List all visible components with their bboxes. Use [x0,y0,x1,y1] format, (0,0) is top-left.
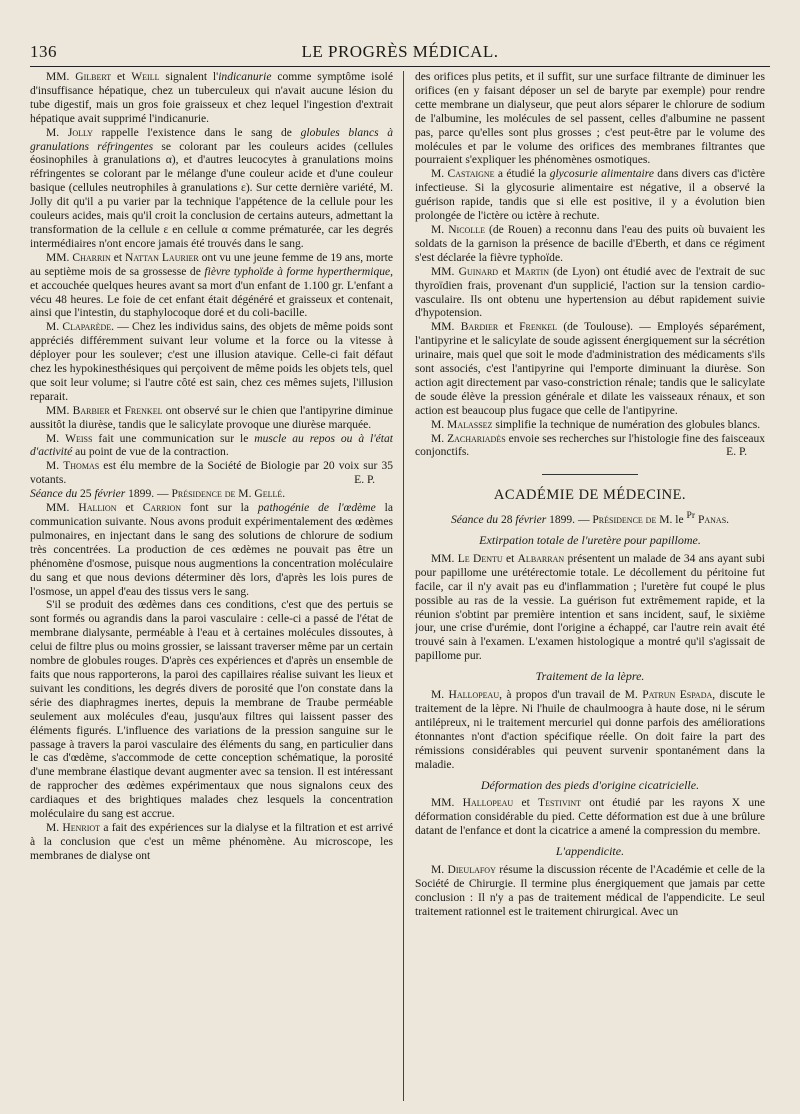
subheading: Déformation des pieds d'origine cicatricielle. [480,777,700,792]
section-rule [542,474,638,475]
paragraph: M. Thomas est élu membre de la Société de Biologie par 20 voix sur 35 votants. E. P. [30,460,393,487]
paragraph: M. Zachariadès envoie ses recherches sur l'histologie fine des faisceaux conjonctifs. E. P. [415,432,765,459]
header-rule [30,66,770,67]
paragraph: M. Dieulafoy résume la discussion récente de l'Académie et celle de la Société de Chirurgie. Il termine plus énergiquement que jamais par cette conclusion : Il n'y a pas de traitement médical de l'appendicite. Le seul traitement rationnel est le traitement chirurgical. Avec un [415,864,765,918]
paragraph: M. Nicolle (de Rouen) a reconnu dans l'eau des puits où buvaient les soldats de la garnison la présence de bacille d'Eberth, et dans ce régiment s'est déclarée la fièvre typhoïde. [415,223,765,264]
paragraph: M. Castaigne a étudié la glycosurie alimentaire dans divers cas d'ictère infectieuse. Si la glycosurie alimentaire est négative, il a observé la guérison rapide, tandis que si elle est positive, il y a évolution bien prolongée de l'ictère ou ictère à rechute. [415,168,765,223]
left-column [30,71,393,1107]
paragraph: M. Claparède. — Chez les individus sains, des objets de même poids sont appréciés différemment suivant leur volume et la force ou la vitesse à déployer pour les soulever; c'est une illusion atavique. Celle-ci fait défaut chez les hypokinesthésiques qui perçoivent de même poids les objets tels, quel que soit leur volume; si l'autre côté est sain, chez ces mêmes sujets, l'illusion reparait. [30,321,393,403]
paragraph: des orifices plus petits, et il suffit, sur une surface filtrante de diminuer les orifices (en y faisant déposer un sel de baryte par exemple) pour rendre cette membrane un dialyseur, que peut alors séparer le chlorure de sodium de l'albumine, les molécules de sel passent, celles d'albumine ne passent pas, parce qu'elles sont plus grosses ; c'est peut-être par le volume des molécules et par le volume des orifices des membranes filtrantes que pourraient s'expliquer les phénomènes osmotiques. [415,71,765,167]
paragraph: MM. Le Dentu et Albarran présentent un malade de 34 ans ayant subi pour papillome une urétérectomie totale. Le décollement du péritoine fut facile, car il n'y avait pas eu d'inflammation ; l'uretère fut coupé le plus possible au ras de la vessie. La guérison fut extrêmement rapide, et la réunion s'obtint par première intention et sans incident, sauf, le sixième jour, une crise d'urémie, dont l'origine a échappé, car l'autre rein avait été trouvé sain à l'examen. L'examen histologique a montré qu'il s'agissait de papillome pur. [415,552,765,663]
paragraph: MM. Charrin et Nattan Laurier ont vu une jeune femme de 19 ans, morte au septième mois de sa grossesse de fièvre typhoïde à forme hyperthermique, et accouchée quelques heures avant sa mort d'un enfant de 1.100 gr. L'enfant a vécu 48 heures. Le foie de cet enfant était dégénéré et graisseux et contenait, ainsi que l'intestin, du staphylocoque doré et du coli-bacille. [30,251,393,320]
paragraph: M. Weiss fait une communication sur le muscle au repos ou à l'état d'activité au point de vue de la contraction. [30,432,393,459]
paragraph: MM. Bardier et Frenkel (de Toulouse). — Employés séparément, l'antipyrine et le salicylate de soude agissent énergiquement sur la sécrétion urinaire, mais quel que soit le mode d'administration des médicaments s'ils sont associés, c'est l'antipyrine qui l'emporte diminuant la diurèse. Son action agit directement par vaso-constriction rénale; tandis que le salicylate de soude élève la pression générale et dilate les vaisseaux rénaux, et son action est beaucoup plus fugace que celle de l'antipyrine. [415,321,765,417]
subheading: Traitement de la lèpre. [535,669,645,684]
paragraph: M. Malassez simplifie la technique de numération des globules blancs. [431,418,761,431]
paragraph: M. Hallopeau, à propos d'un travail de M. Patrun Espada, discute le traitement de la lèpre. Ni l'huile de chaulmoogra à haute dose, ni le sérum antilépreux, ni le traitement mercuriel qui donne parfois des améliorations étonnantes n'ont d'action spécifique réelle. On doit faire la part des rémissions considérables qui peuvent survenir spontanément dans la maladie. [415,689,765,771]
journal-title: LE PROGRÈS MÉDICAL. [301,42,499,61]
subheading: Extirpation totale de l'uretère pour papillome. [479,533,701,548]
paragraph: MM. Guinard et Martin (de Lyon) ont étudié avec de l'extrait de suc thyroïdien frais, provenant d'un supplicié, l'action sur la tension cardio-vasculaire. Ils ont obtenu une hypertension au début rapidement suivie d'hypotension. [415,265,765,320]
paragraph: MM. Barbier et Frenkel ont observé sur le chien que l'antipyrine diminue aussitôt la diurèse, tandis que le salicylate provoque une diurèse marquée. [30,404,393,431]
section-title: ACADÉMIE DE MÉDECINE. [493,487,687,504]
seance-heading: Séance du 28 février 1899. — Présidence de M. le $^{Pr}$ Panas. [450,510,730,527]
page-number: 136 [30,42,57,61]
subheading: L'appendicite. [555,844,625,859]
paragraph: MM. Gilbert et Weill signalent l'indicanurie comme symptôme isolé d'insuffisance hépatique, chez un tuberculeux qui n'avait aucune lésion du tube digestif, mais un gros foie graisseux et chez lequel l'ingestion d'extrait hépatique avait supprimé l'indicanurie. [30,71,393,125]
paragraph: M. Henriot a fait des expériences sur la dialyse et la filtration et est arrivé à la conclusion que c'est un même phénomène. Au microscope, les membranes de dialyse ont [30,821,393,862]
signature: E. P. [726,446,747,459]
right-column [415,71,765,1107]
seance-heading: Séance du 25 février 1899. — Présidence de M. Gellé. [30,488,286,501]
paragraph: MM. Hallopeau et Testivint ont étudié par les rayons X une déformation considérable du pied. Cette déformation est due à une brûlure datant de l'enfance et dont la cicatrice a amené la compression du membre. [415,797,765,838]
paragraph: MM. Hallion et Carrion font sur la pathogénie de l'œdème la communication suivante. Nous avons produit expérimentalement des œdèmes pulmonaires, en injectant dans le sang des solutions de chlorure de sodium très concentrées. La production de ces œdèmes ne pouvait pas être un phénomène d'osmose, puisque nous augmentions la concentration moléculaire du sang et que nous devions déterminer dès lors, d'après les lois pures de l'osmose, un appel d'eau des tissus vers le sang. [30,502,393,598]
paragraph: S'il se produit des œdèmes dans ces conditions, c'est que des pertuis se sont formés ou agrandis dans la paroi vasculaire : celle-ci a passé de l'état de membrane dialysante, perméable à l'eau et à certaines molécules dissoutes, à celui de filtre plus ou moins grossier, se laissant traverser même par un certain nombre de globules rouges. D'après ces expériences et d'après un ensemble de faits que nous rapporterons, la paroi des capillaires réalise suivant les lieux et suivant les conditions, les degrés divers de porosité que l'on constate dans la série des diaphragmes inertes, depuis la membrane de Traube perméable seulement aux molécules d'eau, jusqu'aux filtres qui laissent passer des éléments figurés. L'influence des variations de la pression sanguine sur le passage à travers la paroi vasculaire des éléments du sang, en particulier dans le cas d'œdème, s'accommode de cette conception schématique, la porosité d'une membrane élastique devant augmenter avec sa tension. Il est intéressant de rapprocher des œdèmes expérimentaux que nous signalons ceux des cardiaques et des brightiques malades chez lesquels la concentration moléculaire du sang est accrue. [30,599,393,821]
paragraph: M. Jolly rappelle l'existence dans le sang de globules blancs à granulations réfringentes se colorant par les couleurs acides (cellules éosinophiles à granulations α), et d'autres leucocytes à granulations moins réfringentes se colorant par le mélange d'une couleur acide et d'une couleur basique (cellules neutrophiles à granulations ε). Sur cette dernière variété, M. Jolly dit qu'il a pu varier par la technique l'appétence de la cellule pour les couleurs acides, mais qu'il croit la conclusion de certains auteurs, admettant la transformation de la cellule ε en cellule α comme prématurée, car les degrés intermédiaires n'ont encore jamais été trouvés dans le sang. [30,126,393,250]
signature: E. P. [354,474,375,487]
running-header [30,42,770,62]
column-divider [403,71,404,1101]
